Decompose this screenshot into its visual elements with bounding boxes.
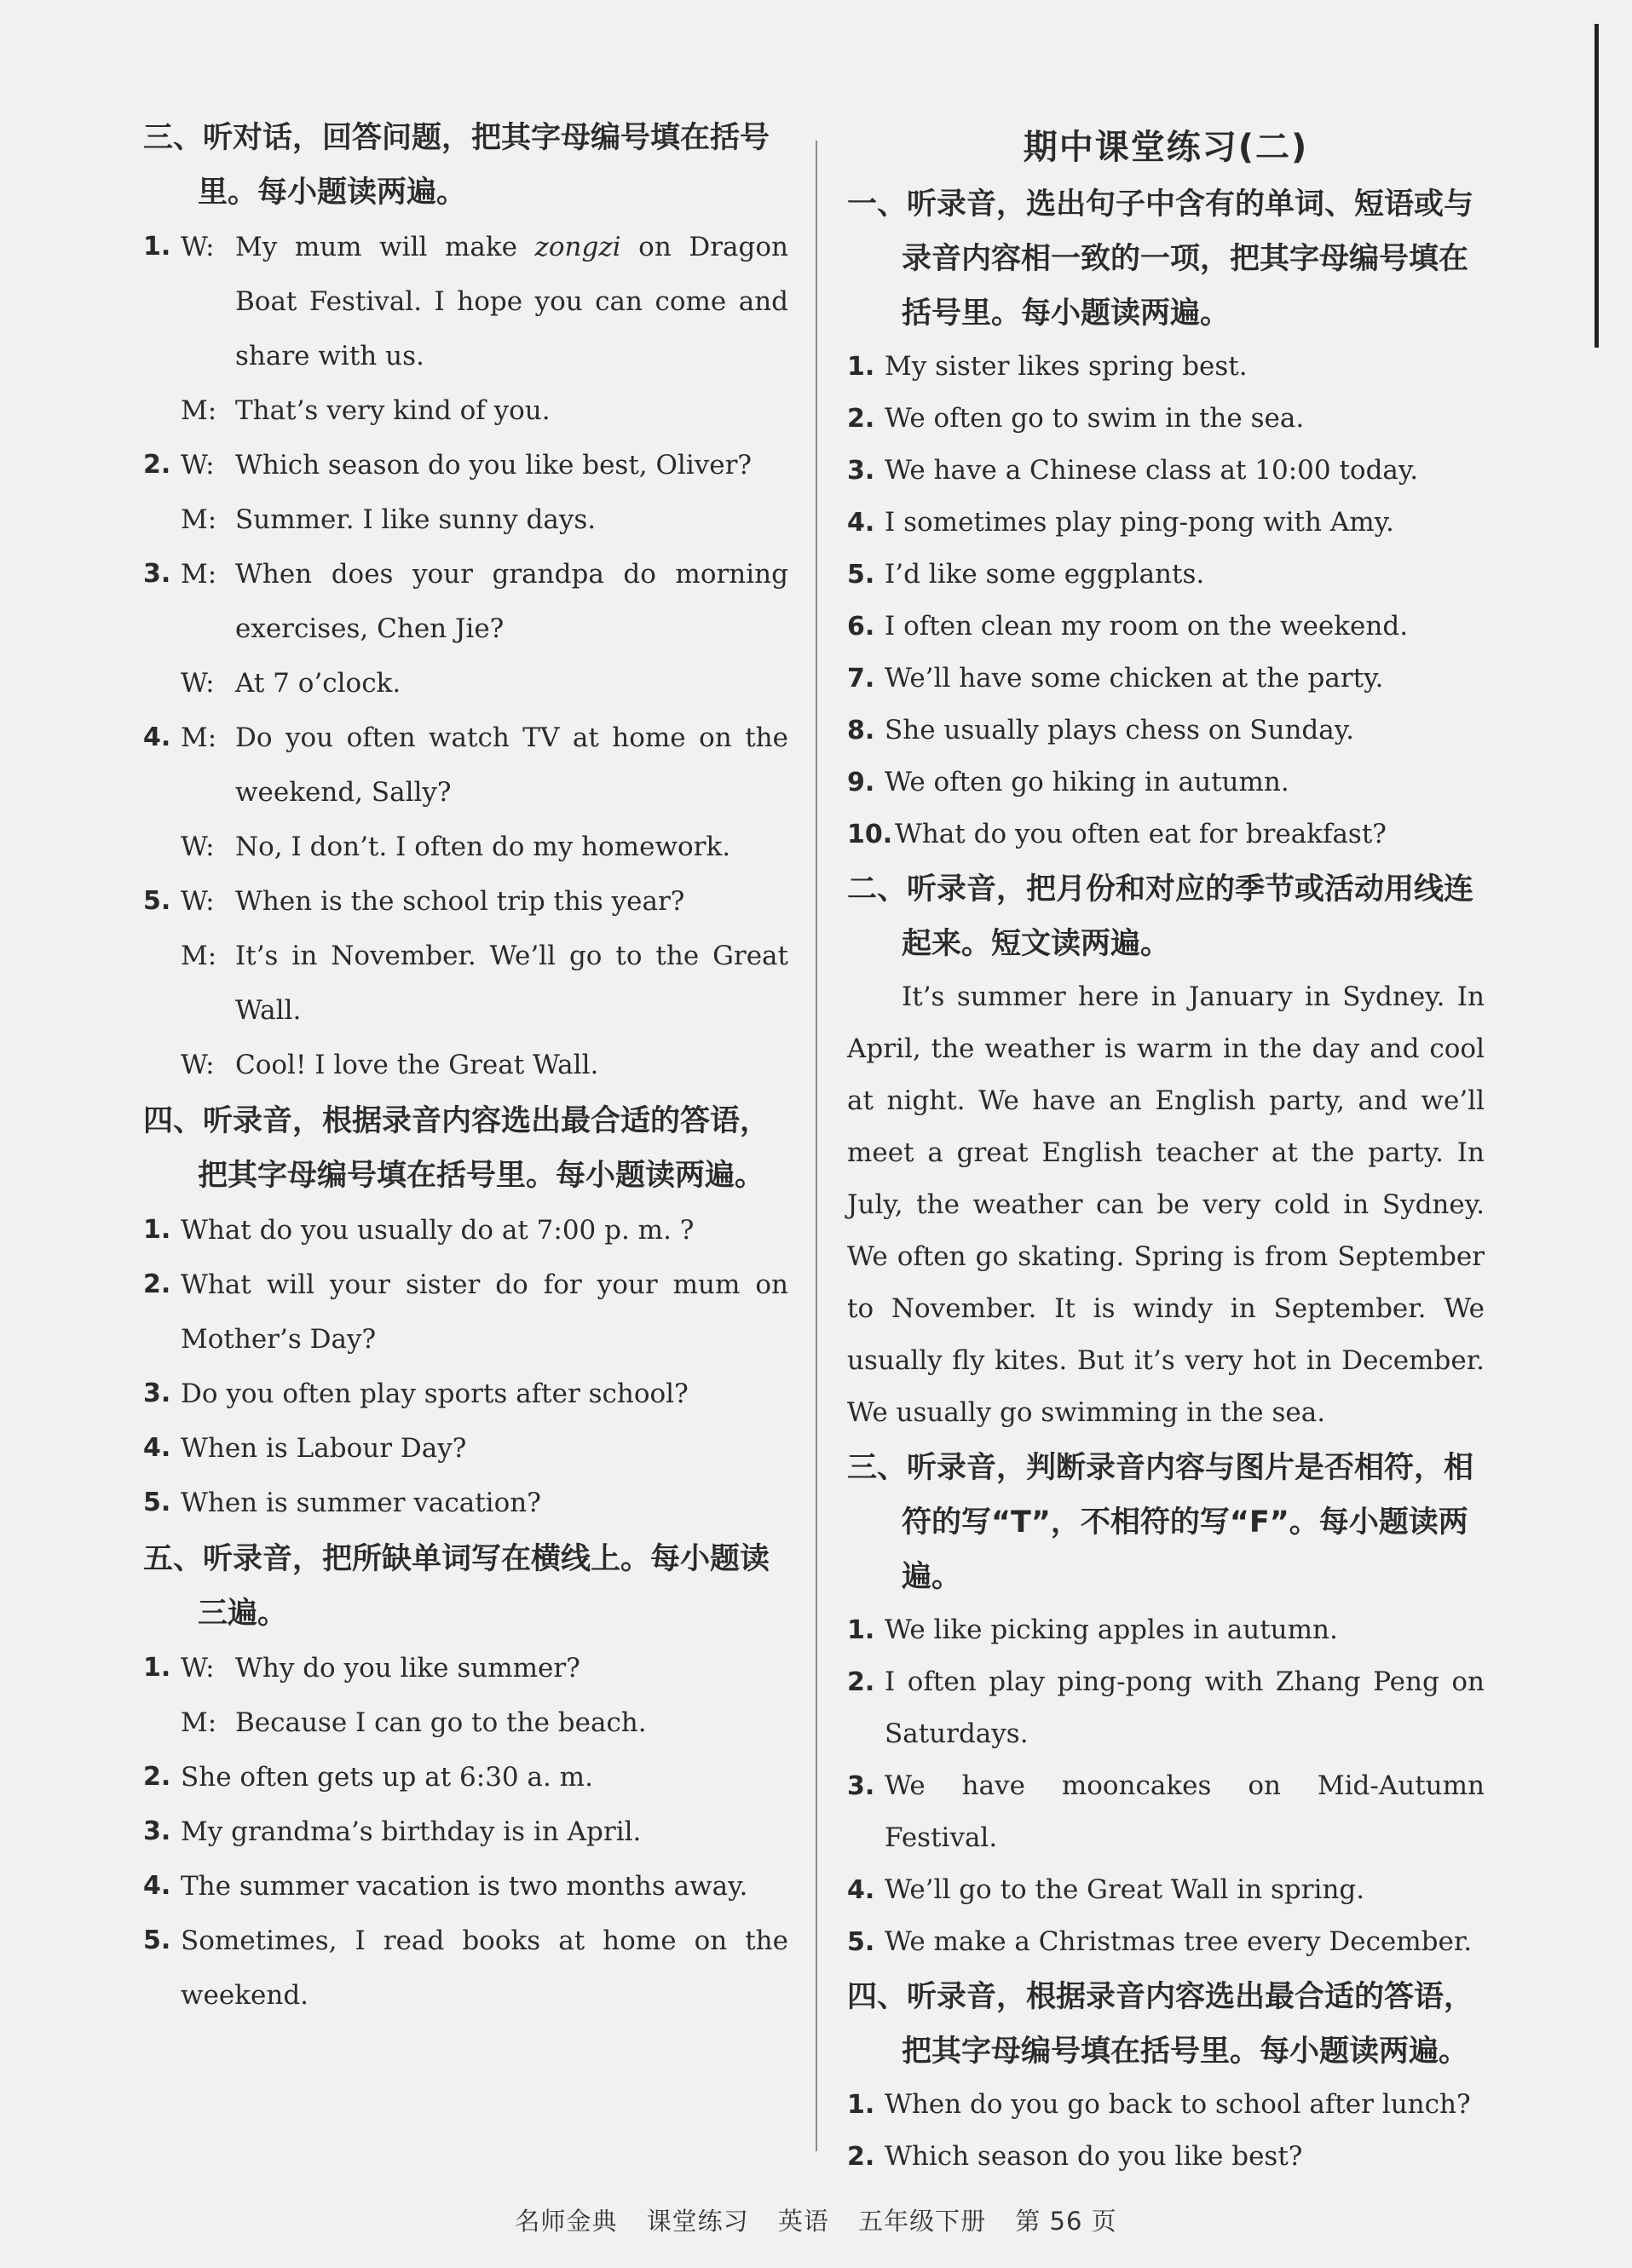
- speaker: W:: [181, 1653, 215, 1684]
- dialogue-item: 3. M: When does your grandpa do morning exercises, Chen Jie?: [143, 547, 788, 656]
- speaker: M:: [181, 395, 217, 426]
- item-number: 5.: [143, 886, 171, 916]
- item-number: 7.: [847, 664, 875, 694]
- question-item: 3. Do you often play sports after school?: [143, 1367, 788, 1421]
- question-item: 2. What will your sister do for your mum on Mother’s Day?: [143, 1258, 788, 1367]
- question-item: 4. I sometimes play ping-pong with Amy.: [847, 497, 1485, 549]
- item-number: 9.: [847, 768, 875, 797]
- speaker: W:: [181, 1050, 215, 1080]
- footer-series: 课堂练习: [646, 2207, 749, 2236]
- question-item: 2. We often go to swim in the sea.: [847, 393, 1485, 445]
- item-number: 2.: [143, 1269, 171, 1299]
- question-item: 9. We often go hiking in autumn.: [847, 757, 1485, 809]
- question-item: 5. We make a Christmas tree every December.: [847, 1916, 1485, 1968]
- item-number: 3.: [143, 1816, 171, 1846]
- item-number: 1.: [143, 1653, 171, 1683]
- question-item: 5. Sometimes, I read books at home on the weekend.: [143, 1914, 788, 2023]
- footer-subject: 英语: [777, 2207, 829, 2236]
- dialogue-item: 4. M: Do you often watch TV at home on the weekend, Sally?: [143, 711, 788, 820]
- page-footer: [0, 2202, 1632, 2237]
- item-number: 5.: [143, 1925, 171, 1955]
- question-item: 1. We like picking apples in autumn.: [847, 1604, 1485, 1656]
- item-number: 4.: [143, 722, 171, 752]
- dialogue-reply: W: Cool! I love the Great Wall.: [143, 1038, 788, 1092]
- speaker: M:: [181, 504, 217, 535]
- item-number: 2.: [847, 404, 875, 434]
- item-number: 3.: [847, 456, 875, 486]
- question-item: 5. I’d like some eggplants.: [847, 549, 1485, 601]
- item-number: 1.: [847, 1615, 875, 1645]
- section-heading: 三、听录音，判断录音内容与图片是否相符，相符的写“T”，不相符的写“F”。每小题读两遍。: [847, 1451, 1474, 1594]
- speaker: M:: [181, 559, 217, 590]
- item-number: 5.: [847, 560, 875, 590]
- item-number: 2.: [847, 1667, 875, 1697]
- question-item: 2. Which season do you like best?: [847, 2131, 1485, 2183]
- dialogue-item: [143, 220, 788, 383]
- item-number: 3.: [847, 1771, 875, 1801]
- item-number: 2.: [847, 2142, 875, 2172]
- question-item: 8. She usually plays chess on Sunday.: [847, 705, 1485, 757]
- question-item: 6. I often clean my room on the weekend.: [847, 601, 1485, 653]
- question-item: 1. What do you usually do at 7:00 p. m. ?: [143, 1203, 788, 1258]
- speaker: M:: [181, 941, 217, 971]
- section-heading: 一、听录音，选出句子中含有的单词、短语或与录音内容相一致的一项，把其字母编号填在括号里。每小题读两遍。: [847, 187, 1474, 331]
- item-number: 4.: [847, 1875, 875, 1905]
- item-number: 1.: [847, 2090, 875, 2120]
- item-number: 3.: [143, 559, 171, 589]
- question-item: 4. When is Labour Day?: [143, 1421, 788, 1476]
- speaker: M:: [181, 722, 217, 753]
- section-heading: 四、听录音，根据录音内容选出最合适的答语，把其字母编号填在括号里。每小题读两遍。: [143, 1104, 770, 1193]
- section-heading: 三、听对话，回答问题，把其字母编号填在括号里。每小题读两遍。: [143, 121, 770, 210]
- footer-brand: 名师金典: [515, 2207, 618, 2236]
- dialogue-reply: M: Summer. I like sunny days.: [143, 492, 788, 547]
- question-item: 2. She often gets up at 6:30 a. m.: [143, 1750, 788, 1805]
- speaker: W:: [181, 886, 215, 917]
- speaker: W:: [181, 450, 215, 481]
- dialogue-item: 5. W: When is the school trip this year?: [143, 874, 788, 929]
- question-item: 3. My grandma’s birthday is in April.: [143, 1805, 788, 1859]
- item-number: 5.: [143, 1488, 171, 1517]
- section-heading: 四、听录音，根据录音内容选出最合适的答语，把其字母编号填在括号里。每小题读两遍。: [847, 1980, 1474, 2069]
- speaker: W:: [181, 232, 215, 262]
- dialogue-reply: W: No, I don’t. I often do my homework.: [143, 820, 788, 874]
- dialogue-reply: M: It’s in November. We’ll go to the Great Wall.: [143, 929, 788, 1038]
- footer-page-number: 第 56 页: [1015, 2207, 1117, 2236]
- footer-grade: 五年级下册: [858, 2207, 987, 2236]
- speaker: W:: [181, 668, 215, 699]
- dialogue-line: My mum will make zongzi on Dragon Boat Festival. I hope you can come and share with us.: [235, 232, 788, 371]
- left-column: [143, 121, 788, 2023]
- section-heading: 五、听录音，把所缺单词写在横线上。每小题读三遍。: [143, 1542, 770, 1631]
- speaker: M:: [181, 1707, 217, 1738]
- question-item: 4. The summer vacation is two months away.: [143, 1859, 788, 1914]
- item-number: 4.: [143, 1433, 171, 1463]
- question-item: 10. What do you often eat for breakfast?: [847, 809, 1485, 861]
- item-number: 1.: [143, 1215, 171, 1245]
- question-item: 1. When do you go back to school after lunch?: [847, 2079, 1485, 2131]
- dialogue-reply: M: Because I can go to the beach.: [143, 1695, 788, 1750]
- column-divider: [816, 141, 817, 2151]
- section-heading: 二、听录音，把月份和对应的季节或活动用线连起来。短文读两遍。: [847, 872, 1474, 961]
- speaker: W:: [181, 832, 215, 862]
- item-number: 8.: [847, 716, 875, 745]
- dialogue-reply: M: That’s very kind of you.: [143, 383, 788, 438]
- dialogue-reply: W: At 7 o’clock.: [143, 656, 788, 711]
- item-number: 2.: [143, 450, 171, 480]
- page-title: 期中课堂练习(二): [1023, 128, 1309, 167]
- question-item: 5. When is summer vacation?: [143, 1476, 788, 1530]
- question-item: 1. My sister likes spring best.: [847, 341, 1485, 393]
- item-number: 3.: [143, 1379, 171, 1408]
- dialogue-item: 2. W: Which season do you like best, Oliver?: [143, 438, 788, 492]
- dialogue-item: 1. W: Why do you like summer?: [143, 1641, 788, 1695]
- question-item: 4. We’ll go to the Great Wall in spring.: [847, 1864, 1485, 1916]
- item-number: 4.: [847, 508, 875, 538]
- item-number: 1.: [143, 232, 171, 262]
- item-number: 2.: [143, 1762, 171, 1792]
- question-item: 2. I often play ping-pong with Zhang Peng on Saturdays.: [847, 1656, 1485, 1760]
- question-item: 3. We have a Chinese class at 10:00 today.: [847, 445, 1485, 497]
- item-number: 4.: [143, 1871, 171, 1901]
- page-edge-mark: [1595, 24, 1599, 348]
- item-number: 1.: [847, 352, 875, 382]
- right-column: [847, 128, 1485, 2183]
- item-number: 10.: [847, 820, 893, 849]
- item-number: 5.: [847, 1927, 875, 1957]
- item-number: 6.: [847, 612, 875, 642]
- passage-text: It’s summer here in January in Sydney. In April, the weather is warm in the day and cool at night. We have an English party, and we’ll meet a great English teacher at the party. In July, the weather can be very cold in Sydney. We often go skating. Spring is from September to November. It is windy in September. We usually fly kites. But it’s very hot in December. We usually go swimming in the sea.: [847, 981, 1485, 1428]
- question-item: 3. We have mooncakes on Mid-Autumn Festival.: [847, 1760, 1485, 1864]
- question-item: 7. We’ll have some chicken at the party.: [847, 653, 1485, 705]
